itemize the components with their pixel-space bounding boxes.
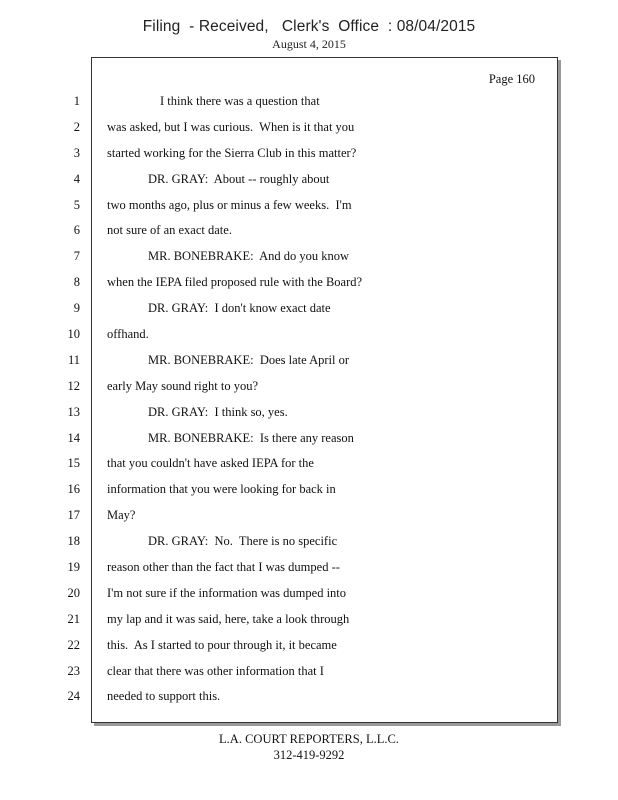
line-text: offhand. (107, 327, 149, 342)
line-text: when the IEPA filed proposed rule with the Board? (107, 275, 363, 290)
transcript-line (0, 141, 618, 167)
filing-date: August 4, 2015 (272, 37, 346, 51)
line-number: 24 (67, 689, 80, 704)
line-number: 9 (73, 301, 80, 316)
transcript-line (0, 348, 618, 374)
line-number: 23 (67, 663, 80, 678)
line-text: started working for the Sierra Club in this matter? (107, 145, 357, 160)
line-text: DR. GRAY: About -- roughly about (148, 171, 330, 186)
line-text: DR. GRAY: No. There is no specific (148, 534, 338, 549)
line-text: DR. GRAY: I don't know exact date (148, 301, 331, 316)
line-text: two months ago, plus or minus a few weeks. I'm (107, 197, 352, 212)
transcript-line (0, 503, 618, 529)
line-text: reason other than the fact that I was dumped -- (107, 560, 340, 575)
transcript-line (0, 477, 618, 503)
line-number: 21 (67, 611, 80, 626)
transcript-line (0, 581, 618, 607)
line-text: early May sound right to you? (107, 378, 259, 393)
line-number: 22 (67, 637, 80, 652)
transcript-line (0, 400, 618, 426)
line-text: May? (107, 508, 136, 523)
line-number: 19 (67, 560, 80, 575)
transcript-line (0, 426, 618, 452)
line-text: needed to support this. (107, 689, 221, 704)
transcript-line (0, 374, 618, 400)
line-number: 17 (67, 508, 80, 523)
line-number: 4 (73, 171, 80, 186)
transcript-line (0, 322, 618, 348)
court-reporter-firm: L.A. COURT REPORTERS, L.L.C. (219, 732, 399, 746)
line-number: 10 (67, 327, 80, 342)
transcript-line (0, 270, 618, 296)
filing-stamp: Filing - Received, Clerk's Office : 08/04/2015 (142, 18, 476, 35)
line-text: information that you were looking for back in (107, 482, 336, 497)
transcript-line (0, 244, 618, 270)
line-number: 16 (67, 482, 80, 497)
line-number: 5 (73, 197, 80, 212)
transcript-line (0, 89, 618, 115)
line-number: 7 (73, 249, 80, 264)
line-number: 15 (67, 456, 80, 471)
transcript-line (0, 218, 618, 244)
transcript-lines (0, 89, 618, 710)
line-number: 20 (67, 585, 80, 600)
line-text: not sure of an exact date. (107, 223, 232, 238)
line-text: I think there was a question that (160, 94, 320, 108)
line-number: 3 (73, 145, 80, 160)
line-number: 8 (73, 275, 80, 290)
transcript-line (0, 684, 618, 710)
line-text: I'm not sure if the information was dumped into (107, 585, 347, 600)
line-text: MR. BONEBRAKE: Is there any reason (148, 430, 354, 445)
transcript-line (0, 529, 618, 555)
transcript-line (0, 633, 618, 659)
transcript-line (0, 167, 618, 193)
transcript-line (0, 555, 618, 581)
line-number: 14 (67, 430, 80, 445)
line-number: 6 (73, 223, 80, 238)
transcript-line (0, 451, 618, 477)
line-text: MR. BONEBRAKE: And do you know (148, 249, 350, 264)
line-number: 11 (67, 352, 80, 367)
line-text: my lap and it was said, here, take a look through (107, 611, 350, 626)
line-text: MR. BONEBRAKE: Does late April or (148, 352, 350, 367)
line-text: clear that there was other information that I (107, 663, 324, 678)
line-text: DR. GRAY: I think so, yes. (148, 404, 288, 419)
line-text: this. As I started to pour through it, it became (107, 637, 337, 652)
court-reporter-phone: 312-419-9292 (273, 748, 345, 762)
line-number: 13 (67, 404, 80, 419)
transcript-line (0, 193, 618, 219)
transcript-line (0, 115, 618, 141)
line-number: 18 (67, 534, 80, 549)
page-number: Page 160 (488, 72, 535, 86)
line-number: 1 (73, 94, 80, 108)
line-text: that you couldn't have asked IEPA for the (107, 456, 314, 471)
transcript-line (0, 296, 618, 322)
transcript-line (0, 659, 618, 685)
line-text: was asked, but I was curious. When is it that you (107, 119, 355, 134)
transcript-line (0, 607, 618, 633)
line-number: 2 (73, 119, 80, 134)
line-number: 12 (67, 378, 80, 393)
